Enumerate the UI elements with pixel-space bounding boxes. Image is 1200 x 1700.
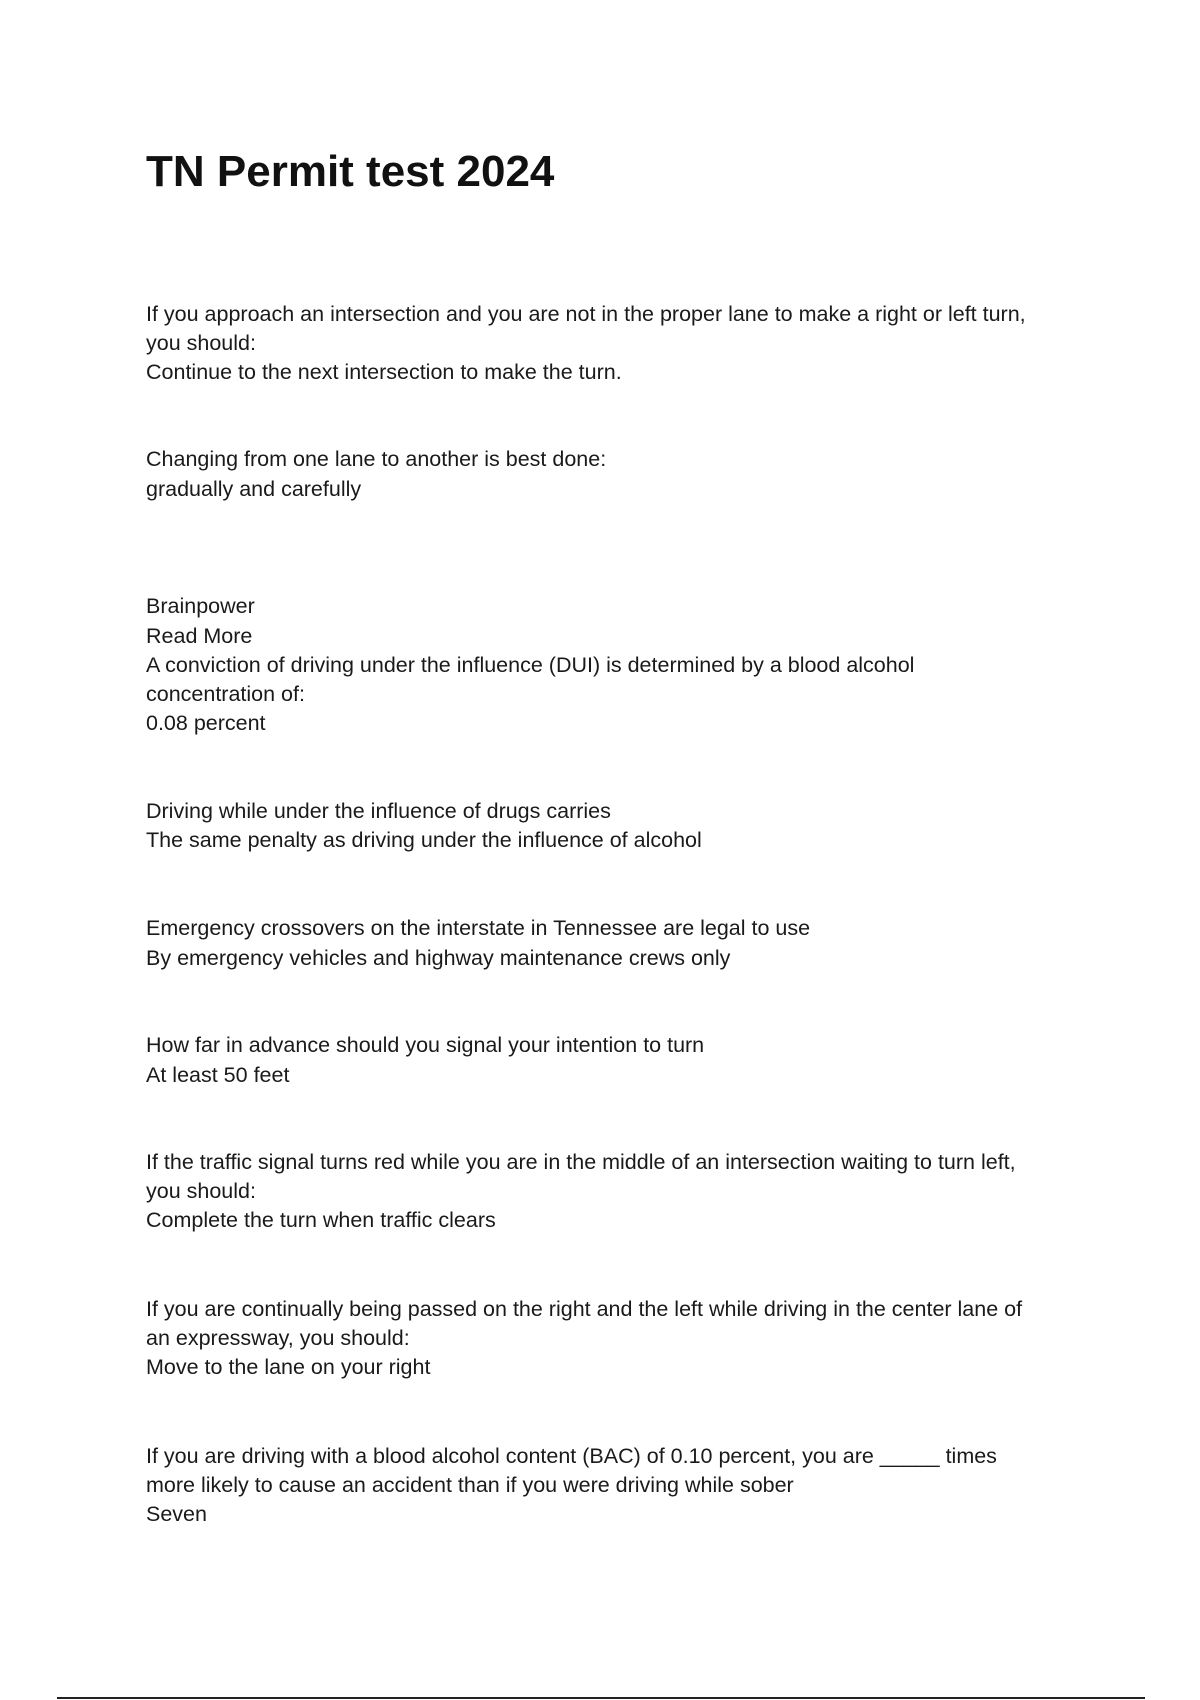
question-2-line-1: Changing from one lane to another is best done: — [146, 447, 607, 471]
question-9-line-1: If you are driving with a blood alcohol content (BAC) of 0.10 percent, you are _____ times — [146, 1444, 997, 1468]
answer-7: Complete the turn when traffic clears — [146, 1208, 496, 1232]
answer-5: By emergency vehicles and highway maintenance crews only — [146, 946, 731, 970]
page-bottom-divider — [57, 1697, 1145, 1699]
question-4-line-1: Driving while under the influence of drugs carries — [146, 799, 611, 823]
page-title: TN Permit test 2024 — [146, 147, 555, 196]
question-8-line-1: If you are continually being passed on the right and the left while driving in the center lane of — [146, 1297, 1023, 1321]
question-1-line-1: If you approach an intersection and you are not in the proper lane to make a right or left turn, — [146, 302, 1026, 326]
question-7-line-2: you should: — [146, 1179, 256, 1203]
brainpower-label: Brainpower — [146, 594, 255, 618]
answer-6: At least 50 feet — [146, 1063, 290, 1087]
question-6-line-1: How far in advance should you signal your intention to turn — [146, 1033, 705, 1057]
question-7-line-1: If the traffic signal turns red while you are in the middle of an intersection waiting to turn left, — [146, 1150, 1016, 1174]
question-8-line-2: an expressway, you should: — [146, 1326, 410, 1350]
answer-9: Seven — [146, 1502, 207, 1526]
answer-8: Move to the lane on your right — [146, 1355, 431, 1379]
question-9-line-2: more likely to cause an accident than if you were driving while sober — [146, 1473, 794, 1497]
question-3-line-1: A conviction of driving under the influence (DUI) is determined by a blood alcohol — [146, 653, 915, 677]
answer-4: The same penalty as driving under the influence of alcohol — [146, 828, 702, 852]
question-5-line-1: Emergency crossovers on the interstate in Tennessee are legal to use — [146, 916, 811, 940]
answer-3: 0.08 percent — [146, 711, 266, 735]
question-1-line-2: you should: — [146, 331, 256, 355]
question-3-line-2: concentration of: — [146, 682, 305, 706]
answer-2: gradually and carefully — [146, 477, 362, 501]
read-more-label: Read More — [146, 624, 253, 648]
answer-1: Continue to the next intersection to make the turn. — [146, 360, 622, 384]
